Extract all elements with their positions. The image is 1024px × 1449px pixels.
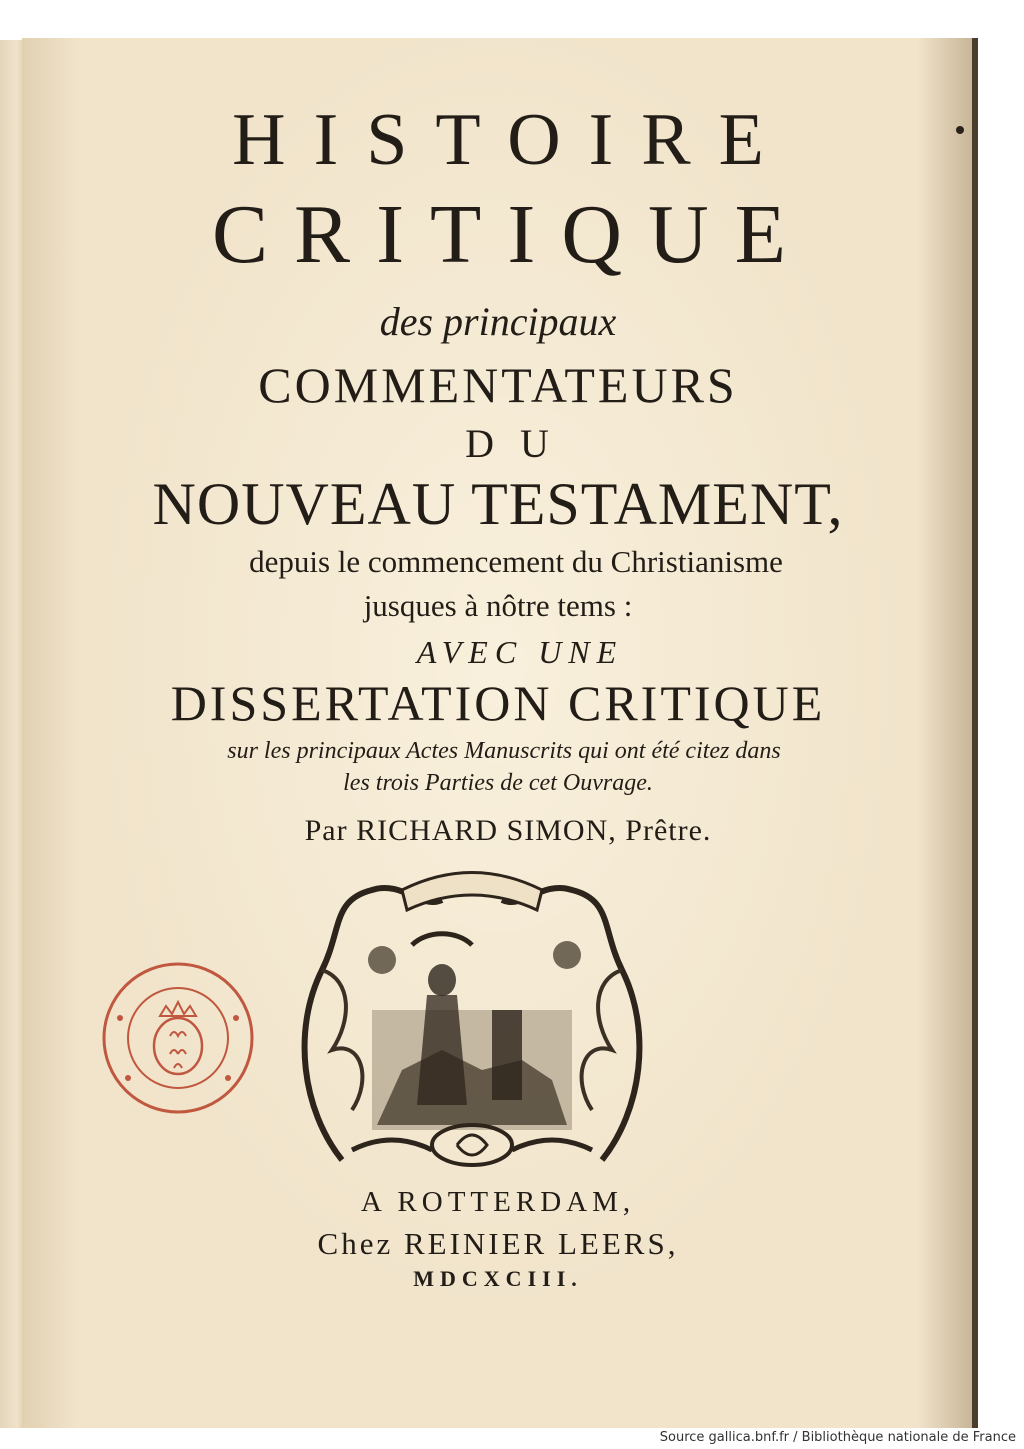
library-stamp-icon [98, 958, 258, 1118]
title-nouveau-testament: NOUVEAU TESTAMENT, [152, 471, 844, 537]
imprint-publisher: Chez REINIER LEERS, [317, 1226, 679, 1261]
title-histoire: HISTOIRE [232, 99, 792, 181]
source-credit[interactable]: Source gallica.bnf.fr / Bibliothèque nationale de France [659, 1430, 1016, 1445]
dissertation-description-1: sur les principaux Actes Manuscrits qui ont été citez dans [227, 738, 781, 764]
page-right-edge [972, 38, 978, 1428]
title-page [22, 38, 974, 1428]
dissertation-critique: DISSERTATION CRITIQUE [170, 675, 826, 731]
imprint-place: A ROTTERDAM, [360, 1186, 636, 1218]
margin-ink-mark [956, 126, 964, 134]
dissertation-description-2: les trois Parties de cet Ouvrage. [343, 770, 653, 796]
avec-une: AVEC UNE [416, 634, 624, 670]
description-line-2: jusques à nôtre tems : [363, 588, 633, 623]
author-line: Par RICHARD SIMON, Prêtre. [304, 814, 712, 847]
description-line-1: depuis le commencement du Christianisme [249, 544, 783, 579]
source-footer [0, 1428, 1024, 1449]
printer-vignette-icon [282, 860, 662, 1170]
imprint-date: MDCXCIII. [413, 1266, 583, 1291]
subtitle-des-principaux: des principaux [379, 299, 617, 344]
title-critique: CRITIQUE [212, 188, 812, 281]
title-commentateurs: COMMENTATEURS [258, 357, 738, 413]
title-du: DU [465, 421, 575, 466]
